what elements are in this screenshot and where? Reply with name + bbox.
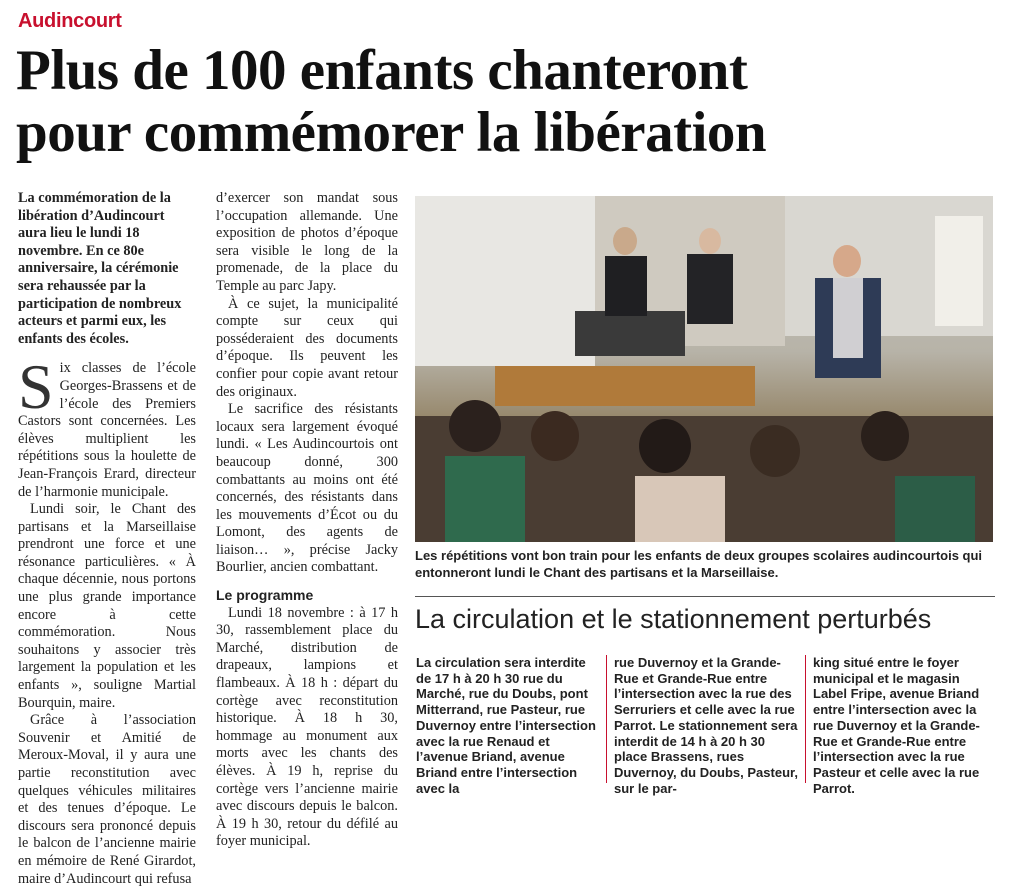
photo-caption: Les répétitions vont bon train pour les enfants de deux groupes scolaires audincourtois qui entonneront lundi le Chant des partisans et la Marseillaise.	[415, 548, 983, 580]
body-paragraph-6: Le sacrifice des résistants locaux sera largement évoqué lundi. « Les Audincourtois ont beaucoup donné, 300 combattants au moins ont été concernés, des résistants dans les mouvements d’Écot ou du Lomont, des agents de liaison… », précise Jacky Bourlier, ancien combattant.	[216, 401, 398, 576]
box-separator-1	[606, 655, 607, 783]
drop-cap: S	[18, 351, 54, 423]
rehearsal-photo	[415, 196, 993, 542]
photo-illustration	[415, 196, 993, 542]
article-column-2	[216, 190, 398, 851]
body-paragraph-1	[18, 351, 196, 501]
box-text-1: La circulation sera interdite de 17 h à 20 h 30 rue du Marché, rue du Doubs, pont Mitterrand, rue Pasteur, rue Duvernoy entre l’intersection avec la rue Renaud et l’avenue Briand, avenue Briand entre l’intersection avec la	[416, 655, 596, 796]
box-column-1	[416, 655, 596, 796]
program-paragraph: Lundi 18 novembre : à 17 h 30, rassemblement place du Marché, distribution de drapeaux, lampions et flambeaux. À 18 h : départ du cortège avec reconstitution historique. À 18 h 30, hommage au monument aux morts avec les chants des élèves. À 19 h, reprise du cortège vers l’ancienne mairie avec discours depuis le balcon. À 19 h 30, retour du défilé au foyer municipal.	[216, 604, 398, 850]
box-separator-2	[805, 655, 806, 783]
box-column-3	[813, 655, 995, 796]
headline-line-1: Plus de 100 enfants chanteront	[16, 39, 748, 102]
body-paragraph-2: Lundi soir, le Chant des partisans et la Marseillaise prendront une force et une résonance particulières. « À chaque décennie, nous portons une plus grande importance encore à cette commémoration. Nous souhaitons y associer très largement la population et les enfants », souligne Martial Bourquin, maire.	[18, 501, 196, 711]
body-paragraph-1-text: ix classes de l’école Georges-Brassens et de l’école des Premiers Castors sont concernées. Les élèves multiplient les répétitions sous la houlette de Jean-François Erard, directeur de l’harmonie municipale.	[18, 360, 196, 500]
box-top-rule	[415, 596, 995, 597]
body-paragraph-3: Grâce à l’association Souvenir et Amitié de Meroux-Moval, il y aura une partie reconstitution avec quelques véhicules militaires et des tenues d’époque. Le discours sera prononcé depuis le balcon de l’ancienne mairie en mémoire de René Girardot, maire d’Audincourt qui refusa	[18, 712, 196, 887]
headline-line-2: pour commémorer la libération	[16, 101, 767, 164]
section-kicker: Audincourt	[18, 10, 122, 32]
body-paragraph-5: À ce sujet, la municipalité compte sur ceux qui posséderaient des documents d’époque. Ils peuvent les confier pour copie avant retour des originaux.	[216, 295, 398, 400]
box-title: La circulation et le stationnement perturbés	[415, 604, 932, 634]
lead-paragraph: La commémoration de la libération d’Audincourt aura lieu le lundi 18 novembre. En ce 80e anniversaire, la cérémonie sera rehaussée par la participation de nombreux acteurs et parmi eux, les enfants des écoles.	[18, 190, 182, 347]
box-text-3: king situé entre le foyer municipal et le magasin Label Fripe, avenue Briand entre l’intersection avec la rue Duvernoy et la Grande-Rue et Grande-Rue entre l’intersection avec la rue Pasteur et celle avec la rue Parrot.	[813, 655, 980, 796]
body-paragraph-4: d’exercer son mandat sous l’occupation allemande. Une exposition de photos d’époque sera visible le long de la promenade, de la place du Temple au parc Japy.	[216, 190, 398, 294]
program-subhead: Le programme	[216, 587, 314, 604]
box-column-2	[614, 655, 798, 796]
article-column-1	[18, 190, 196, 888]
box-text-2: rue Duvernoy et la Grande-Rue et Grande-Rue entre l’intersection avec la rue des Serruriers et celle avec la rue Parrot. Le stationnement sera interdit de 14 h à 20 h 30 place Brassens, rues Duvernoy, du Doubs, Pasteur, sur le par-	[614, 655, 798, 796]
headline	[16, 40, 1016, 164]
